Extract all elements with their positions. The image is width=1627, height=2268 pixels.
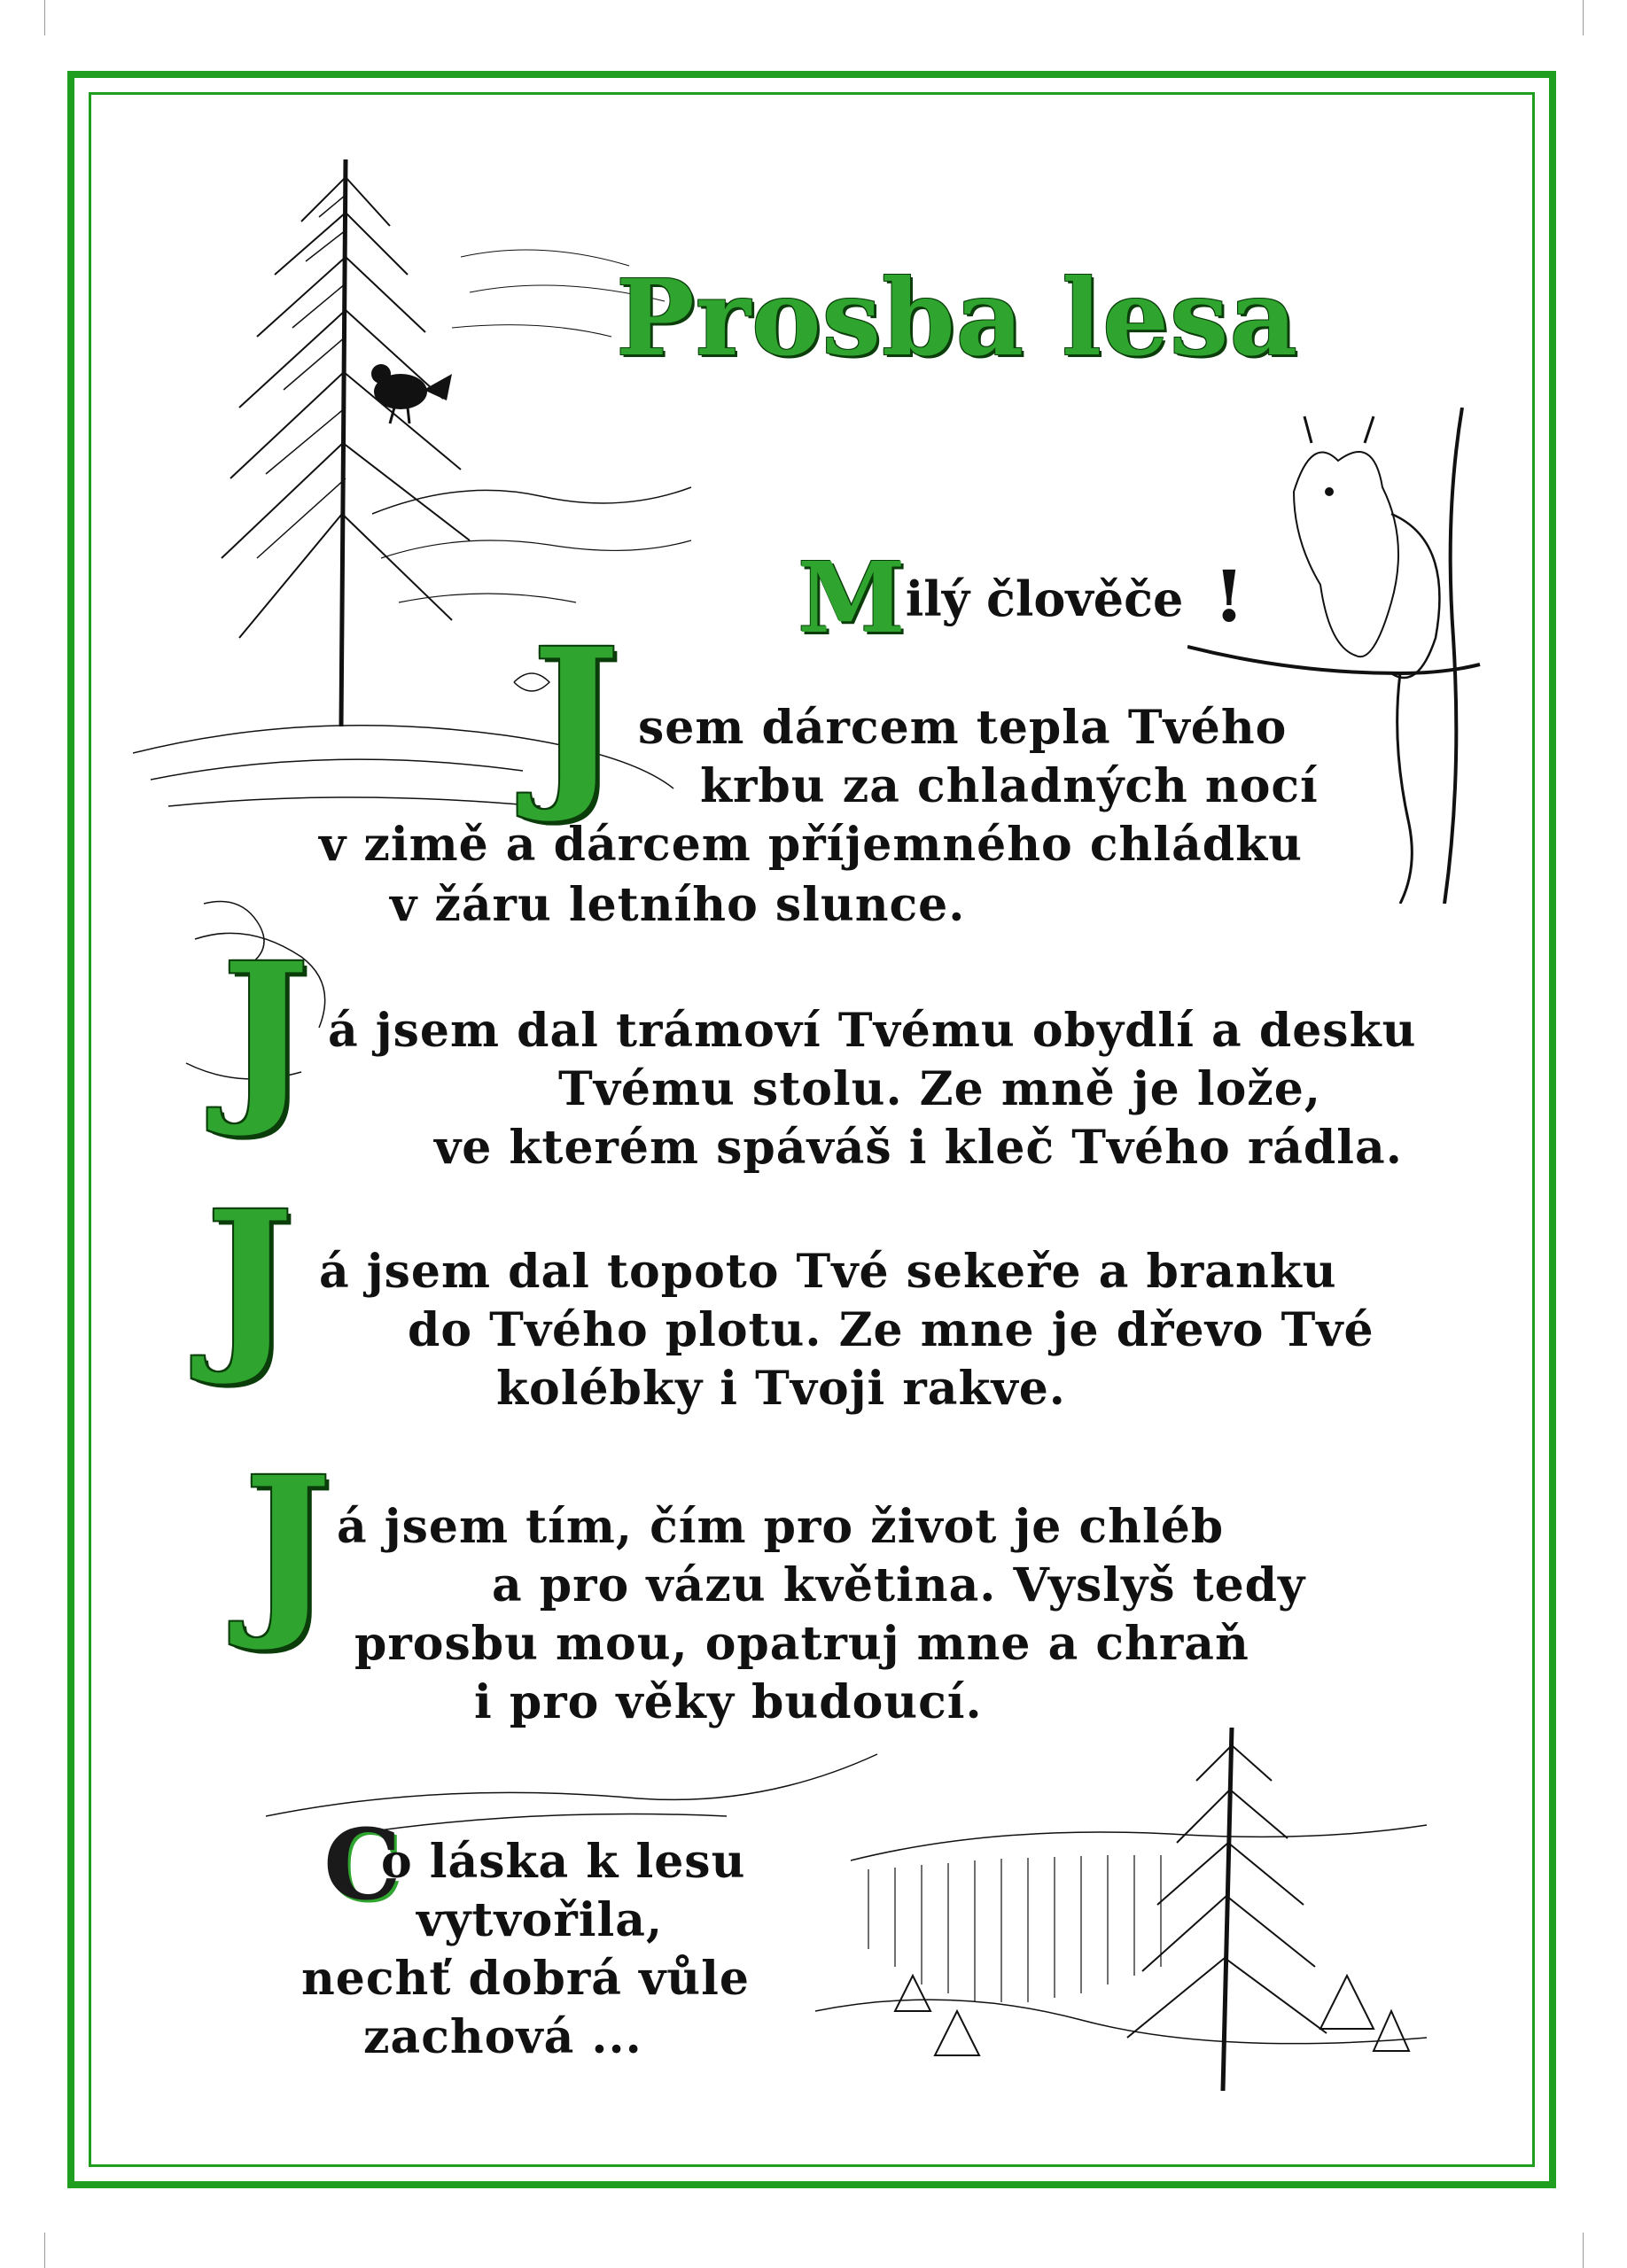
paragraph-line: prosbu mou, opatruj mne a chraň [354, 1617, 1249, 1671]
paragraph-initial: J [222, 922, 310, 1141]
page-title: Prosba lesa [616, 256, 1298, 379]
crop-mark [44, 2233, 45, 2268]
closing-initial: C [323, 1807, 401, 1922]
crop-mark [1583, 0, 1584, 35]
closing-line: o láska k lesu [381, 1835, 746, 1889]
greeting-exclamation: ! [1213, 555, 1245, 638]
paragraph-line: sem dárcem tepla Tvého [638, 701, 1288, 755]
greeting-text: ilý člověče [905, 571, 1184, 627]
paragraph-line: á jsem dal trámoví Tvému obydlí a desku [328, 1004, 1417, 1058]
paragraph-line: krbu za chladných nocí [700, 759, 1319, 813]
paragraph-line: ve kterém spáváš i kleč Tvého rádla. [434, 1121, 1403, 1175]
forest-landscape-sketch [815, 1719, 1436, 2109]
crop-mark [44, 0, 45, 35]
closing-line: zachová ... [363, 2010, 642, 2064]
paragraph-line: v žáru letního slunce. [390, 878, 966, 932]
greeting-initial: M [798, 540, 906, 655]
paragraph-line: á jsem tím, čím pro život je chléb [337, 1500, 1225, 1554]
greeting-line [798, 540, 1245, 655]
paragraph-line: v zimě a dárcem příjemného chládku [319, 818, 1303, 872]
paragraph-initial: J [244, 1436, 332, 1655]
paragraph-line: Tvému stolu. Ze mně je lože, [558, 1062, 1321, 1116]
paragraph-line: a pro vázu květina. Vyslyš tedy [492, 1558, 1306, 1612]
paragraph-initial: J [206, 1170, 294, 1389]
paragraph-initial: J [532, 608, 620, 827]
closing-line: vytvořila, [416, 1893, 664, 1947]
closing-line: nechť dobrá vůle [301, 1952, 750, 2006]
paragraph-line: á jsem dal topoto Tvé sekeře a branku [319, 1245, 1337, 1299]
crop-mark [1583, 2233, 1584, 2268]
paragraph-line: do Tvého plotu. Ze mne je dřevo Tvé [408, 1303, 1374, 1357]
spruce-tree-with-grouse-sketch [168, 142, 700, 744]
paragraph-line: kolébky i Tvoji rakve. [496, 1362, 1066, 1416]
paragraph-line: i pro věky budoucí. [474, 1675, 983, 1729]
